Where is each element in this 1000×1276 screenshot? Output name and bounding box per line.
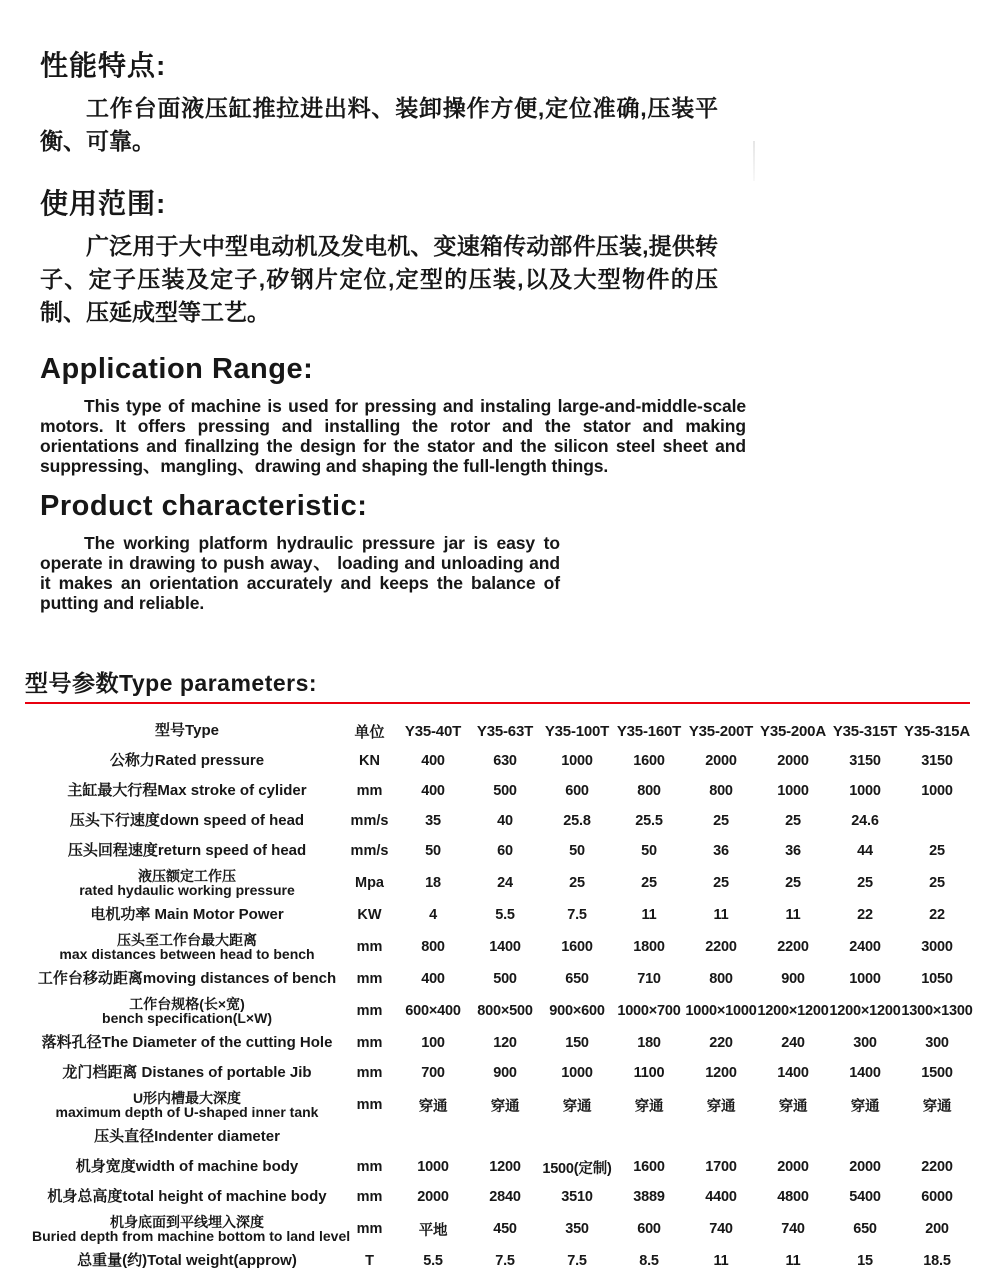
table-row bbox=[32, 746, 973, 776]
cell-value: 800×500 bbox=[477, 1003, 533, 1019]
cell-value: 44 bbox=[857, 843, 873, 859]
heading-product-characteristic: Product characteristic: bbox=[40, 490, 368, 522]
cell-value: 400 bbox=[421, 783, 445, 799]
table-row bbox=[32, 776, 973, 806]
cell-value: 11 bbox=[641, 907, 657, 923]
column-header-unit: 单位 bbox=[354, 723, 385, 741]
row-label bbox=[32, 813, 342, 829]
cell-value: 1300×1300 bbox=[901, 1003, 973, 1019]
cell-value: 穿通 bbox=[850, 1098, 880, 1115]
table-row bbox=[32, 1212, 973, 1246]
column-header-Y35-40T: Y35-40T bbox=[404, 722, 462, 740]
row-unit: mm bbox=[356, 1003, 383, 1019]
cell-value: 18.5 bbox=[923, 1253, 951, 1269]
cell-value: 650 bbox=[565, 971, 589, 987]
cell-value: 11 bbox=[713, 907, 729, 923]
column-header-Y35-200T: Y35-200T bbox=[688, 722, 754, 740]
cell-value: 150 bbox=[565, 1035, 589, 1051]
cell-value: 7.5 bbox=[567, 1253, 587, 1269]
cell-value: 800 bbox=[421, 939, 445, 955]
row-label-line: 机身底面到平线埋入深度 bbox=[110, 1213, 264, 1230]
parameters-table bbox=[32, 716, 973, 1276]
cell-value: 120 bbox=[493, 1035, 517, 1051]
row-label-line: 机身总高度total height of machine body bbox=[47, 1188, 327, 1205]
row-label bbox=[32, 1189, 342, 1205]
cell-value: 8.5 bbox=[639, 1253, 659, 1269]
cell-value: 穿通 bbox=[634, 1098, 664, 1115]
cell-value: 630 bbox=[493, 753, 517, 769]
row-unit: mm bbox=[356, 939, 383, 955]
cell-value: 1050 bbox=[921, 971, 953, 987]
cell-value: 2000 bbox=[777, 753, 809, 769]
cell-value: 3150 bbox=[921, 753, 953, 769]
cell-value: 180 bbox=[637, 1035, 661, 1051]
row-label bbox=[32, 1129, 342, 1145]
cell-value: 4800 bbox=[777, 1189, 809, 1205]
cell-value: 1000 bbox=[417, 1159, 449, 1175]
cell-value: 50 bbox=[425, 843, 441, 859]
cell-value: 36 bbox=[785, 843, 801, 859]
table-row bbox=[32, 1122, 973, 1152]
cell-value: 800 bbox=[709, 971, 733, 987]
cell-value: 25 bbox=[929, 843, 945, 859]
paragraph-performance: 工作台面液压缸推拉进出料、装卸操作方便,定位准确,压装平衡、可靠。 bbox=[40, 95, 718, 154]
cell-value: 1000 bbox=[849, 971, 881, 987]
cell-value: 1000 bbox=[921, 783, 953, 799]
cell-value: 60 bbox=[497, 843, 513, 859]
cell-value: 穿通 bbox=[490, 1098, 520, 1115]
cell-value: 1200×1200 bbox=[757, 1003, 829, 1019]
row-label-line: max distances between head to bench bbox=[59, 946, 315, 962]
cell-value: 600 bbox=[565, 783, 589, 799]
column-header-model: 型号Type bbox=[155, 722, 219, 739]
row-label bbox=[32, 1035, 342, 1051]
cell-value: 3150 bbox=[849, 753, 881, 769]
heading-performance: 性能特点: bbox=[40, 50, 167, 81]
cell-value: 5.5 bbox=[423, 1253, 443, 1269]
cell-value: 11 bbox=[785, 907, 801, 923]
cell-value: 2840 bbox=[489, 1189, 521, 1205]
row-label bbox=[32, 783, 342, 799]
row-unit: mm bbox=[356, 1035, 383, 1051]
table-row bbox=[32, 1088, 973, 1122]
cell-value: 3889 bbox=[633, 1189, 665, 1205]
row-label-line: 工作台移动距离moving distances of bench bbox=[37, 970, 337, 987]
row-unit: mm bbox=[356, 1159, 383, 1175]
cell-value: 2200 bbox=[705, 939, 737, 955]
column-header-Y35-200A: Y35-200A bbox=[760, 722, 826, 740]
cell-value: 500 bbox=[493, 971, 517, 987]
row-label bbox=[32, 997, 342, 1026]
cell-value: 6000 bbox=[921, 1189, 953, 1205]
table-row bbox=[32, 806, 973, 836]
cell-value: 240 bbox=[781, 1035, 805, 1051]
row-label bbox=[32, 1065, 342, 1081]
cell-value: 450 bbox=[493, 1221, 517, 1237]
row-unit: KW bbox=[357, 907, 382, 923]
row-label bbox=[32, 1213, 351, 1244]
cell-value: 3510 bbox=[561, 1189, 593, 1205]
cell-value: 1100 bbox=[633, 1065, 665, 1081]
cell-value: 18 bbox=[425, 875, 441, 891]
table-row bbox=[32, 836, 973, 866]
row-label bbox=[32, 907, 342, 923]
cell-value: 3000 bbox=[921, 939, 953, 955]
cell-value: 600 bbox=[637, 1221, 661, 1237]
cell-value: 1000 bbox=[561, 753, 593, 769]
row-label bbox=[32, 933, 342, 962]
cell-value: 220 bbox=[709, 1035, 733, 1051]
cell-value: 25 bbox=[569, 875, 585, 891]
row-unit: Mpa bbox=[355, 875, 384, 891]
cell-value: 1600 bbox=[633, 753, 665, 769]
cell-value: 1000 bbox=[849, 783, 881, 799]
cell-value: 1000 bbox=[777, 783, 809, 799]
cell-value: 400 bbox=[421, 753, 445, 769]
cell-value: 1400 bbox=[849, 1065, 881, 1081]
row-label-line: 压头至工作台最大距离 bbox=[117, 931, 257, 948]
cell-value: 710 bbox=[637, 971, 661, 987]
heading-type-parameters: 型号参数Type parameters: bbox=[25, 670, 318, 696]
cell-value: 800 bbox=[709, 783, 733, 799]
row-label-line: Buried depth from machine bottom to land level bbox=[32, 1228, 351, 1244]
cell-value: 22 bbox=[929, 907, 945, 923]
row-label-line: 落料孔径The Diameter of the cutting Hole bbox=[41, 1034, 333, 1051]
cell-value: 25 bbox=[857, 875, 873, 891]
cell-value: 2200 bbox=[921, 1159, 953, 1175]
row-unit: mm/s bbox=[350, 843, 389, 859]
cell-value: 1200×1200 bbox=[829, 1003, 901, 1019]
row-label-line: 总重量(约)Total weight(approw) bbox=[77, 1252, 297, 1269]
row-label-line: U形内槽最大深度 bbox=[132, 1089, 242, 1106]
cell-value: 平地 bbox=[418, 1222, 448, 1239]
cell-value: 穿通 bbox=[706, 1098, 736, 1115]
cell-value: 15 bbox=[857, 1253, 873, 1269]
row-unit: mm/s bbox=[350, 813, 389, 829]
table-row bbox=[32, 866, 973, 900]
cell-value: 500 bbox=[493, 783, 517, 799]
cell-value: 25 bbox=[929, 875, 945, 891]
cell-value: 1000×700 bbox=[617, 1003, 681, 1019]
table-row bbox=[32, 994, 973, 1028]
column-header-Y35-315T: Y35-315T bbox=[832, 722, 898, 740]
cell-value: 22 bbox=[857, 907, 873, 923]
cell-value: 5.5 bbox=[495, 907, 515, 923]
cell-value: 4 bbox=[429, 907, 437, 923]
cell-value: 700 bbox=[421, 1065, 445, 1081]
cell-value: 900 bbox=[493, 1065, 517, 1081]
cell-value: 24.6 bbox=[851, 813, 879, 829]
cell-value: 25 bbox=[641, 875, 657, 891]
cell-value: 900×600 bbox=[549, 1003, 605, 1019]
cell-value: 2000 bbox=[849, 1159, 881, 1175]
table-row bbox=[32, 1182, 973, 1212]
table-row bbox=[32, 1058, 973, 1088]
table-row bbox=[32, 1246, 973, 1276]
cell-value: 25 bbox=[713, 875, 729, 891]
cell-value: 100 bbox=[421, 1035, 445, 1051]
table-row bbox=[32, 900, 973, 930]
red-divider bbox=[25, 702, 970, 704]
row-label-line: 龙门档距离 Distanes of portable Jib bbox=[62, 1064, 312, 1081]
cell-value: 1800 bbox=[633, 939, 665, 955]
row-unit: KN bbox=[359, 753, 380, 769]
cell-value: 300 bbox=[853, 1035, 877, 1051]
cell-value: 740 bbox=[709, 1221, 733, 1237]
cell-value: 650 bbox=[853, 1221, 877, 1237]
scan-artifact bbox=[753, 141, 755, 181]
cell-value: 1400 bbox=[489, 939, 521, 955]
row-label-line: 机身宽度width of machine body bbox=[75, 1158, 299, 1175]
row-label bbox=[32, 1159, 342, 1175]
cell-value: 50 bbox=[641, 843, 657, 859]
table-row bbox=[32, 964, 973, 994]
cell-value: 25 bbox=[785, 875, 801, 891]
cell-value: 1000×1000 bbox=[685, 1003, 757, 1019]
cell-value: 400 bbox=[421, 971, 445, 987]
row-label bbox=[32, 1253, 342, 1269]
row-unit: mm bbox=[356, 1097, 383, 1113]
table-row bbox=[32, 930, 973, 964]
row-unit: mm bbox=[356, 1065, 383, 1081]
cell-value: 11 bbox=[713, 1253, 729, 1269]
row-unit: mm bbox=[356, 783, 383, 799]
paragraph-product-characteristic: The working platform hydraulic pressure jar is easy to operate in drawing to push away、 loading and unloading and it makes an orientation accurately and keeps the balance of putting and reliable. bbox=[40, 533, 560, 613]
cell-value: 50 bbox=[569, 843, 585, 859]
paragraph-usage: 广泛用于大中型电动机及发电机、变速箱传动部件压装,提供转子、定子压装及定子,矽钢片定位,定型的压装,以及大型物件的压制、压延成型等工艺。 bbox=[40, 233, 718, 325]
table-header-row bbox=[32, 716, 973, 746]
row-unit: mm bbox=[356, 1221, 383, 1237]
row-label bbox=[32, 753, 342, 769]
cell-value: 800 bbox=[637, 783, 661, 799]
cell-value: 4400 bbox=[705, 1189, 737, 1205]
row-label bbox=[32, 971, 342, 987]
cell-value: 1200 bbox=[489, 1159, 521, 1175]
cell-value: 25.8 bbox=[563, 813, 591, 829]
cell-value: 11 bbox=[785, 1253, 801, 1269]
cell-value: 穿通 bbox=[778, 1098, 808, 1115]
heading-usage: 使用范围: bbox=[40, 188, 167, 219]
cell-value: 740 bbox=[781, 1221, 805, 1237]
cell-value: 200 bbox=[925, 1221, 949, 1237]
cell-value: 7.5 bbox=[495, 1253, 515, 1269]
row-label bbox=[32, 843, 342, 859]
column-header-Y35-315A: Y35-315A bbox=[904, 722, 970, 740]
cell-value: 24 bbox=[497, 875, 513, 891]
row-unit: mm bbox=[356, 1189, 383, 1205]
cell-value: 600×400 bbox=[405, 1003, 461, 1019]
row-label bbox=[32, 869, 342, 898]
heading-application-range: Application Range: bbox=[40, 353, 314, 385]
cell-value: 2000 bbox=[417, 1189, 449, 1205]
paragraph-application-range: This type of machine is used for pressing and instaling large-and-middle-scale motors. It offers pressing and installing the rotor and the stator and making orientations and finallzing the design for the stator and the silicon steel sheet and suppressing、mangling、drawing and shaping the full-length things. bbox=[40, 396, 746, 476]
column-header-Y35-100T: Y35-100T bbox=[544, 722, 610, 740]
row-label-line: 工作台规格(长×宽) bbox=[129, 995, 245, 1012]
cell-value: 7.5 bbox=[567, 907, 587, 923]
row-label-line: bench specification(L×W) bbox=[102, 1010, 272, 1026]
cell-value: 2200 bbox=[777, 939, 809, 955]
cell-value: 1000 bbox=[561, 1065, 593, 1081]
row-label-line: 主缸最大行程Max stroke of cylider bbox=[67, 782, 307, 799]
table-row bbox=[32, 1028, 973, 1058]
cell-value: 25 bbox=[713, 813, 729, 829]
cell-value: 35 bbox=[425, 813, 441, 829]
cell-value: 25.5 bbox=[635, 813, 663, 829]
row-label-line: maximum depth of U-shaped inner tank bbox=[55, 1104, 319, 1120]
row-label bbox=[32, 1091, 342, 1120]
cell-value: 25 bbox=[785, 813, 801, 829]
cell-value: 1200 bbox=[705, 1065, 737, 1081]
row-label-line: 液压额定工作压 bbox=[138, 867, 236, 884]
cell-value: 300 bbox=[925, 1035, 949, 1051]
cell-value: 5400 bbox=[849, 1189, 881, 1205]
cell-value: 900 bbox=[781, 971, 805, 987]
row-label-line: 压头下行速度down speed of head bbox=[69, 812, 305, 829]
cell-value: 2400 bbox=[849, 939, 881, 955]
cell-value: 穿通 bbox=[562, 1098, 592, 1115]
row-label-line: 压头回程速度return speed of head bbox=[67, 842, 307, 859]
cell-value: 350 bbox=[565, 1221, 589, 1237]
cell-value: 1500 bbox=[921, 1065, 953, 1081]
cell-value: 穿通 bbox=[922, 1098, 952, 1115]
cell-value: 36 bbox=[713, 843, 729, 859]
row-unit: T bbox=[365, 1253, 374, 1269]
row-label-line: 电机功率 Main Motor Power bbox=[90, 906, 284, 923]
row-label-line: 公称力Rated pressure bbox=[109, 752, 265, 769]
cell-value: 2000 bbox=[705, 753, 737, 769]
row-unit: mm bbox=[356, 971, 383, 987]
cell-value: 2000 bbox=[777, 1159, 809, 1175]
cell-value: 1600 bbox=[561, 939, 593, 955]
cell-value: 40 bbox=[497, 813, 513, 829]
row-label-line: 压头直径Indenter diameter bbox=[94, 1128, 280, 1145]
cell-value: 1500(定制) bbox=[542, 1160, 612, 1177]
row-label-line: rated hydaulic working pressure bbox=[79, 882, 295, 898]
cell-value: 穿通 bbox=[418, 1098, 448, 1115]
cell-value: 1600 bbox=[633, 1159, 665, 1175]
table-row bbox=[32, 1152, 973, 1182]
cell-value: 1700 bbox=[705, 1159, 737, 1175]
cell-value: 1400 bbox=[777, 1065, 809, 1081]
column-header-Y35-160T: Y35-160T bbox=[616, 722, 682, 740]
column-header-Y35-63T: Y35-63T bbox=[476, 722, 534, 740]
